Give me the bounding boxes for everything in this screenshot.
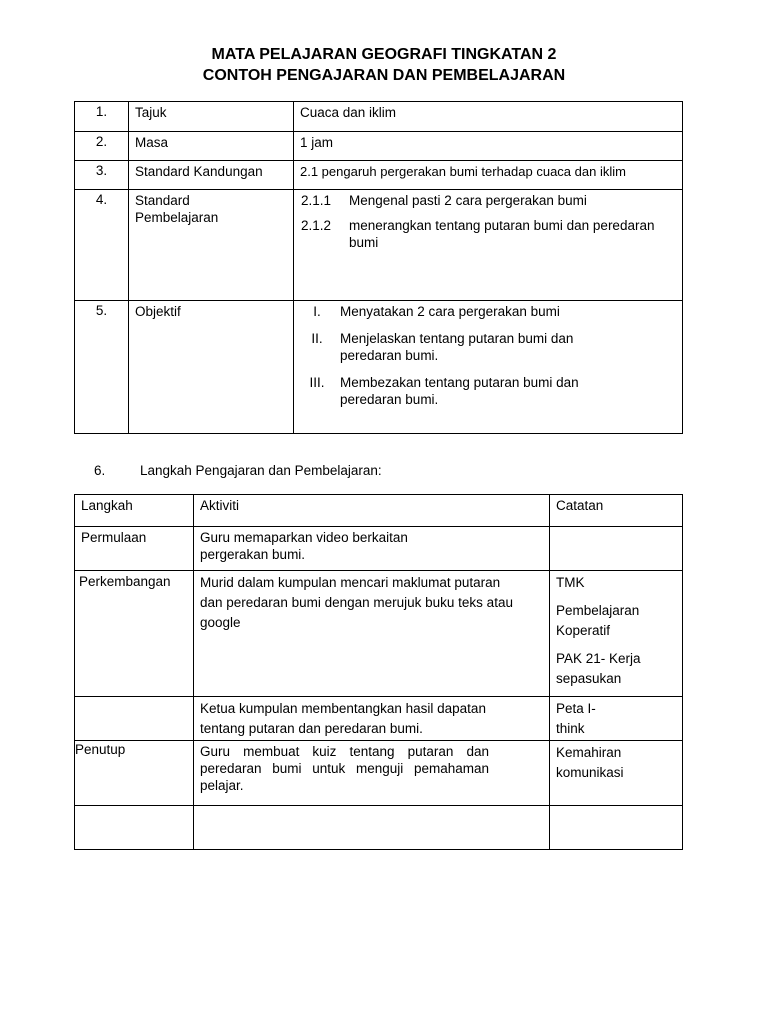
row-value: 1 jam	[294, 132, 683, 161]
label-line: Standard	[135, 193, 190, 208]
objective-item	[294, 303, 676, 320]
objective-item	[294, 374, 676, 408]
row-label: Masa	[129, 132, 294, 161]
step-activity: Murid dalam kumpulan mencari maklumat putaran dan peredaran bumi dengan merujuk buku teks atau google	[194, 571, 550, 697]
teaching-steps-table	[74, 494, 683, 850]
info-row	[75, 102, 683, 132]
step-name	[75, 697, 194, 741]
row-label	[129, 190, 294, 301]
objective-text: Membezakan tentang putaran bumi dan peredaran bumi.	[340, 375, 579, 407]
table-row	[75, 571, 683, 697]
note-item: Pembelajaran Koperatif	[556, 603, 640, 638]
info-row	[75, 301, 683, 434]
step-note	[550, 806, 683, 850]
objective-text: Menyatakan 2 cara pergerakan bumi	[340, 304, 560, 319]
standard-item	[301, 217, 676, 251]
step-name: Perkembangan	[75, 571, 194, 697]
row-number: 5.	[75, 301, 129, 434]
section-heading	[94, 462, 382, 479]
standard-code: 2.1.2	[301, 218, 332, 233]
standard-item	[301, 192, 676, 209]
step-name	[75, 806, 194, 850]
table-row	[75, 527, 683, 571]
standard-text: Mengenal pasti 2 cara pergerakan bumi	[349, 193, 587, 208]
objective-text: Menjelaskan tentang putaran bumi dan peredaran bumi.	[340, 331, 574, 363]
row-label: Tajuk	[129, 102, 294, 132]
row-value: Cuaca dan iklim	[294, 102, 683, 132]
row-label: Standard Kandungan	[129, 161, 294, 190]
objective-number: II.	[311, 331, 323, 346]
objective-item	[294, 330, 676, 364]
row-number: 3.	[75, 161, 129, 190]
row-value: 2.1 pengaruh pergerakan bumi terhadap cuaca dan iklim	[294, 161, 683, 190]
step-activity: Ketua kumpulan membentangkan hasil dapatan tentang putaran dan peredaran bumi.	[194, 697, 550, 741]
step-activity: Guru membuat kuiz tentang putaran dan peredaran bumi untuk menguji pemahaman pelajar.	[194, 741, 550, 806]
note-item: PAK 21- Kerja sepasukan	[556, 651, 641, 686]
section-number: 6.	[94, 463, 106, 478]
info-row	[75, 132, 683, 161]
step-notes	[550, 571, 683, 697]
step-activity: Guru memaparkan video berkaitan pergerakan bumi.	[194, 527, 550, 571]
standard-code: 2.1.1	[301, 193, 332, 208]
document-subtitle: CONTOH PENGAJARAN DAN PEMBELAJARAN	[202, 67, 566, 84]
step-name: Penutup	[75, 741, 194, 806]
header-row	[75, 495, 683, 527]
learning-standards	[294, 190, 683, 301]
lesson-info-table	[74, 101, 683, 434]
table-row	[75, 741, 683, 806]
header-catatan: Catatan	[550, 495, 683, 527]
step-name: Permulaan	[75, 527, 194, 571]
row-label: Objektif	[129, 301, 294, 434]
row-number: 1.	[75, 102, 129, 132]
table-row	[75, 697, 683, 741]
objectives	[294, 301, 683, 434]
step-note: Kemahiran komunikasi	[550, 741, 683, 806]
objective-number: I.	[313, 304, 321, 319]
objective-number: III.	[309, 375, 325, 390]
step-activity	[194, 806, 550, 850]
step-note	[550, 527, 683, 571]
header-aktiviti: Aktiviti	[194, 495, 550, 527]
document-title: MATA PELAJARAN GEOGRAFI TINGKATAN 2	[211, 46, 557, 63]
row-number: 4.	[75, 190, 129, 301]
standard-text: menerangkan tentang putaran bumi dan peredaran bumi	[349, 218, 655, 250]
section-title: Langkah Pengajaran dan Pembelajaran:	[140, 463, 382, 478]
info-row	[75, 190, 683, 301]
step-note: Peta I-think	[550, 697, 683, 741]
info-row	[75, 161, 683, 190]
table-row	[75, 806, 683, 850]
row-number: 2.	[75, 132, 129, 161]
label-line: Pembelajaran	[135, 210, 219, 225]
note-item: TMK	[556, 575, 585, 590]
header-langkah: Langkah	[75, 495, 194, 527]
